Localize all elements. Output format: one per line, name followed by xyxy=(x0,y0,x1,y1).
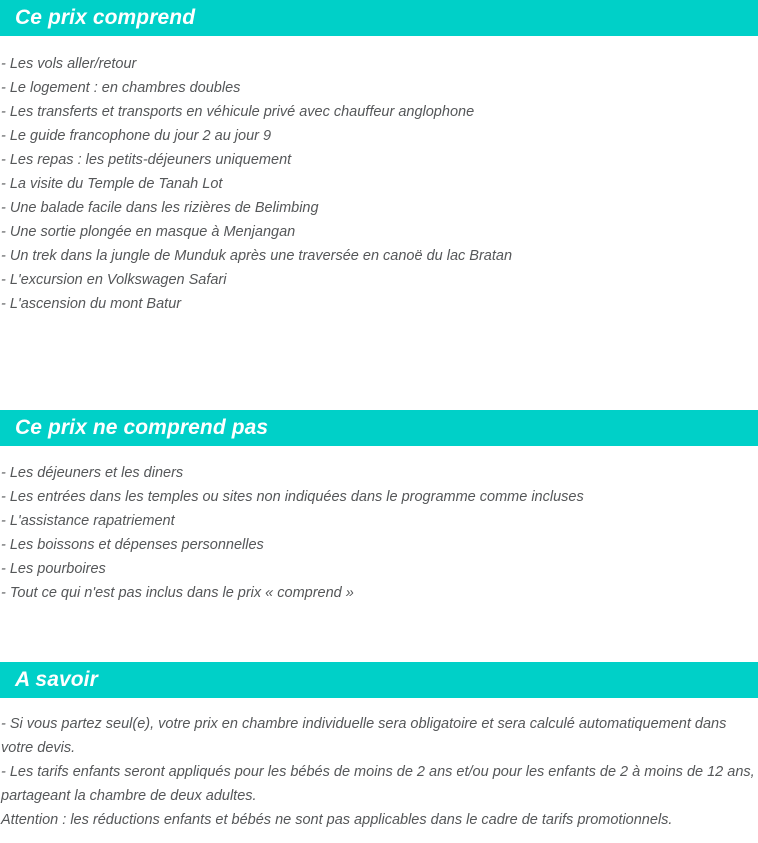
included-list xyxy=(0,52,758,316)
spacer-between-sections-2-3 xyxy=(0,605,758,662)
list-item: - Les entrées dans les temples ou sites non indiquées dans le programme comme incluses xyxy=(1,489,584,505)
list-item: - Un trek dans la jungle de Munduk après une traversée en canoë du lac Bratan xyxy=(1,248,513,264)
list-item: - Tout ce qui n'est pas inclus dans le prix « comprend » xyxy=(1,585,354,601)
list-item: - Les déjeuners et les diners xyxy=(1,465,184,481)
list-item: - Les boissons et dépenses personnelles xyxy=(1,537,264,553)
list-item: - L'assistance rapatriement xyxy=(1,513,175,529)
spacer-after-header-3 xyxy=(0,698,758,712)
good-to-know-text xyxy=(0,712,758,832)
list-item: - L'ascension du mont Batur xyxy=(1,296,182,312)
section-header-included: Ce prix comprend xyxy=(0,0,758,36)
list-item: - L'excursion en Volkswagen Safari xyxy=(1,272,227,288)
spacer-between-sections-1-2 xyxy=(0,316,758,410)
section-header-not-included: Ce prix ne comprend pas xyxy=(0,410,758,446)
list-item: - Les vols aller/retour xyxy=(1,56,137,72)
section-header-good-to-know: A savoir xyxy=(0,662,758,698)
paragraph: Attention : les réductions enfants et bébés ne sont pas applicables dans le cadre de tarifs promotionnels. xyxy=(1,812,673,828)
list-item: - Une balade facile dans les rizières de Belimbing xyxy=(1,200,319,216)
spacer-after-header-2 xyxy=(0,446,758,461)
list-item: - Le logement : en chambres doubles xyxy=(1,80,241,96)
list-item: - Le guide francophone du jour 2 au jour 9 xyxy=(1,128,272,144)
not-included-list xyxy=(0,461,758,605)
list-item: - Les pourboires xyxy=(1,561,106,577)
spacer-after-header-1 xyxy=(0,36,758,52)
paragraph: - Si vous partez seul(e), votre prix en chambre individuelle sera obligatoire et sera calculé automatiquement dans votre devis. xyxy=(1,716,727,756)
list-item: - Les repas : les petits-déjeuners uniquement xyxy=(1,152,292,168)
list-item: - Les transferts et transports en véhicule privé avec chauffeur anglophone xyxy=(1,104,475,120)
paragraph: - Les tarifs enfants seront appliqués pour les bébés de moins de 2 ans et/ou pour les enfants de 2 à moins de 12 ans, partageant la chambre de deux adultes. xyxy=(1,764,755,804)
list-item: - Une sortie plongée en masque à Menjangan xyxy=(1,224,296,240)
list-item: - La visite du Temple de Tanah Lot xyxy=(1,176,223,192)
